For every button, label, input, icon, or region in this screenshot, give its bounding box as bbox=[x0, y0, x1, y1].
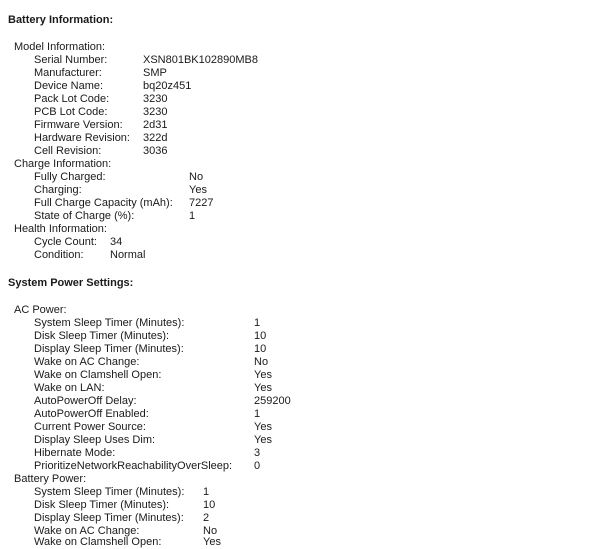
info-key: Disk Sleep Timer (Minutes): bbox=[34, 330, 170, 342]
info-value: 7227 bbox=[189, 197, 214, 209]
battery-info-heading: Battery Information: bbox=[8, 14, 114, 26]
info-key: Device Name: bbox=[34, 80, 104, 92]
info-key: Display Sleep Timer (Minutes): bbox=[34, 512, 184, 524]
info-key: PCB Lot Code: bbox=[34, 106, 108, 118]
info-key: AutoPowerOff Enabled: bbox=[34, 408, 149, 420]
info-value: 10 bbox=[254, 343, 267, 355]
info-value: Yes bbox=[203, 536, 221, 548]
charge-info-group-label: Charge Information: bbox=[14, 158, 112, 170]
info-key: AutoPowerOff Delay: bbox=[34, 395, 137, 407]
info-value: 3230 bbox=[143, 93, 168, 105]
info-value: 10 bbox=[254, 330, 267, 342]
info-value: Yes bbox=[254, 434, 272, 446]
info-value: No bbox=[189, 171, 204, 183]
health-info-group-label: Health Information: bbox=[14, 223, 107, 235]
info-key: Cycle Count: bbox=[34, 236, 97, 248]
info-key: Full Charge Capacity (mAh): bbox=[34, 197, 173, 209]
info-key: Wake on AC Change: bbox=[34, 356, 140, 368]
info-value: 3036 bbox=[143, 145, 168, 157]
info-key: Wake on Clamshell Open: bbox=[34, 369, 162, 381]
info-key: Fully Charged: bbox=[34, 171, 106, 183]
info-key: Wake on AC Change: bbox=[34, 525, 140, 537]
info-key: State of Charge (%): bbox=[34, 210, 135, 222]
info-key: PrioritizeNetworkReachabilityOverSleep: bbox=[34, 460, 233, 472]
info-key: Current Power Source: bbox=[34, 421, 146, 433]
power-settings-heading: System Power Settings: bbox=[8, 277, 134, 289]
info-key: Cell Revision: bbox=[34, 145, 102, 157]
info-value: 322d bbox=[143, 132, 168, 144]
battery-power-group-label: Battery Power: bbox=[14, 473, 87, 485]
info-key: Hibernate Mode: bbox=[34, 447, 116, 459]
info-value: bq20z451 bbox=[143, 80, 192, 92]
model-info-group-label: Model Information: bbox=[14, 41, 106, 53]
info-key: Serial Number: bbox=[34, 54, 108, 66]
info-key: Firmware Version: bbox=[34, 119, 123, 131]
info-value: No bbox=[203, 525, 218, 537]
info-value: 1 bbox=[254, 408, 261, 420]
info-key: Disk Sleep Timer (Minutes): bbox=[34, 499, 170, 511]
info-value: 1 bbox=[203, 486, 210, 498]
info-key: Hardware Revision: bbox=[34, 132, 130, 144]
info-value: Yes bbox=[254, 421, 272, 433]
info-key: System Sleep Timer (Minutes): bbox=[34, 317, 185, 329]
info-key: Condition: bbox=[34, 249, 84, 261]
info-value: No bbox=[254, 356, 269, 368]
info-value: SMP bbox=[143, 67, 167, 79]
info-value: Normal bbox=[110, 249, 146, 261]
ac-power-group-label: AC Power: bbox=[14, 304, 67, 316]
info-key: Pack Lot Code: bbox=[34, 93, 110, 105]
info-value: 3230 bbox=[143, 106, 168, 118]
info-key: System Sleep Timer (Minutes): bbox=[34, 486, 185, 498]
info-value: XSN801BK102890MB8 bbox=[143, 54, 258, 66]
info-key: Charging: bbox=[34, 184, 82, 196]
info-value: 2 bbox=[203, 512, 210, 524]
info-value: 10 bbox=[203, 499, 216, 511]
info-value: 1 bbox=[254, 317, 261, 329]
info-value: 0 bbox=[254, 460, 261, 472]
info-value: 1 bbox=[189, 210, 196, 222]
info-key: Display Sleep Uses Dim: bbox=[34, 434, 156, 446]
info-value: Yes bbox=[254, 369, 272, 381]
info-value: Yes bbox=[189, 184, 207, 196]
info-key: Manufacturer: bbox=[34, 67, 102, 79]
info-value: 259200 bbox=[254, 395, 291, 407]
info-value: 34 bbox=[110, 236, 123, 248]
info-value: 2d31 bbox=[143, 119, 168, 131]
info-value: Yes bbox=[254, 382, 272, 394]
info-key: Display Sleep Timer (Minutes): bbox=[34, 343, 184, 355]
info-key: Wake on Clamshell Open: bbox=[34, 536, 162, 548]
info-key: Wake on LAN: bbox=[34, 382, 105, 394]
info-value: 3 bbox=[254, 447, 261, 459]
